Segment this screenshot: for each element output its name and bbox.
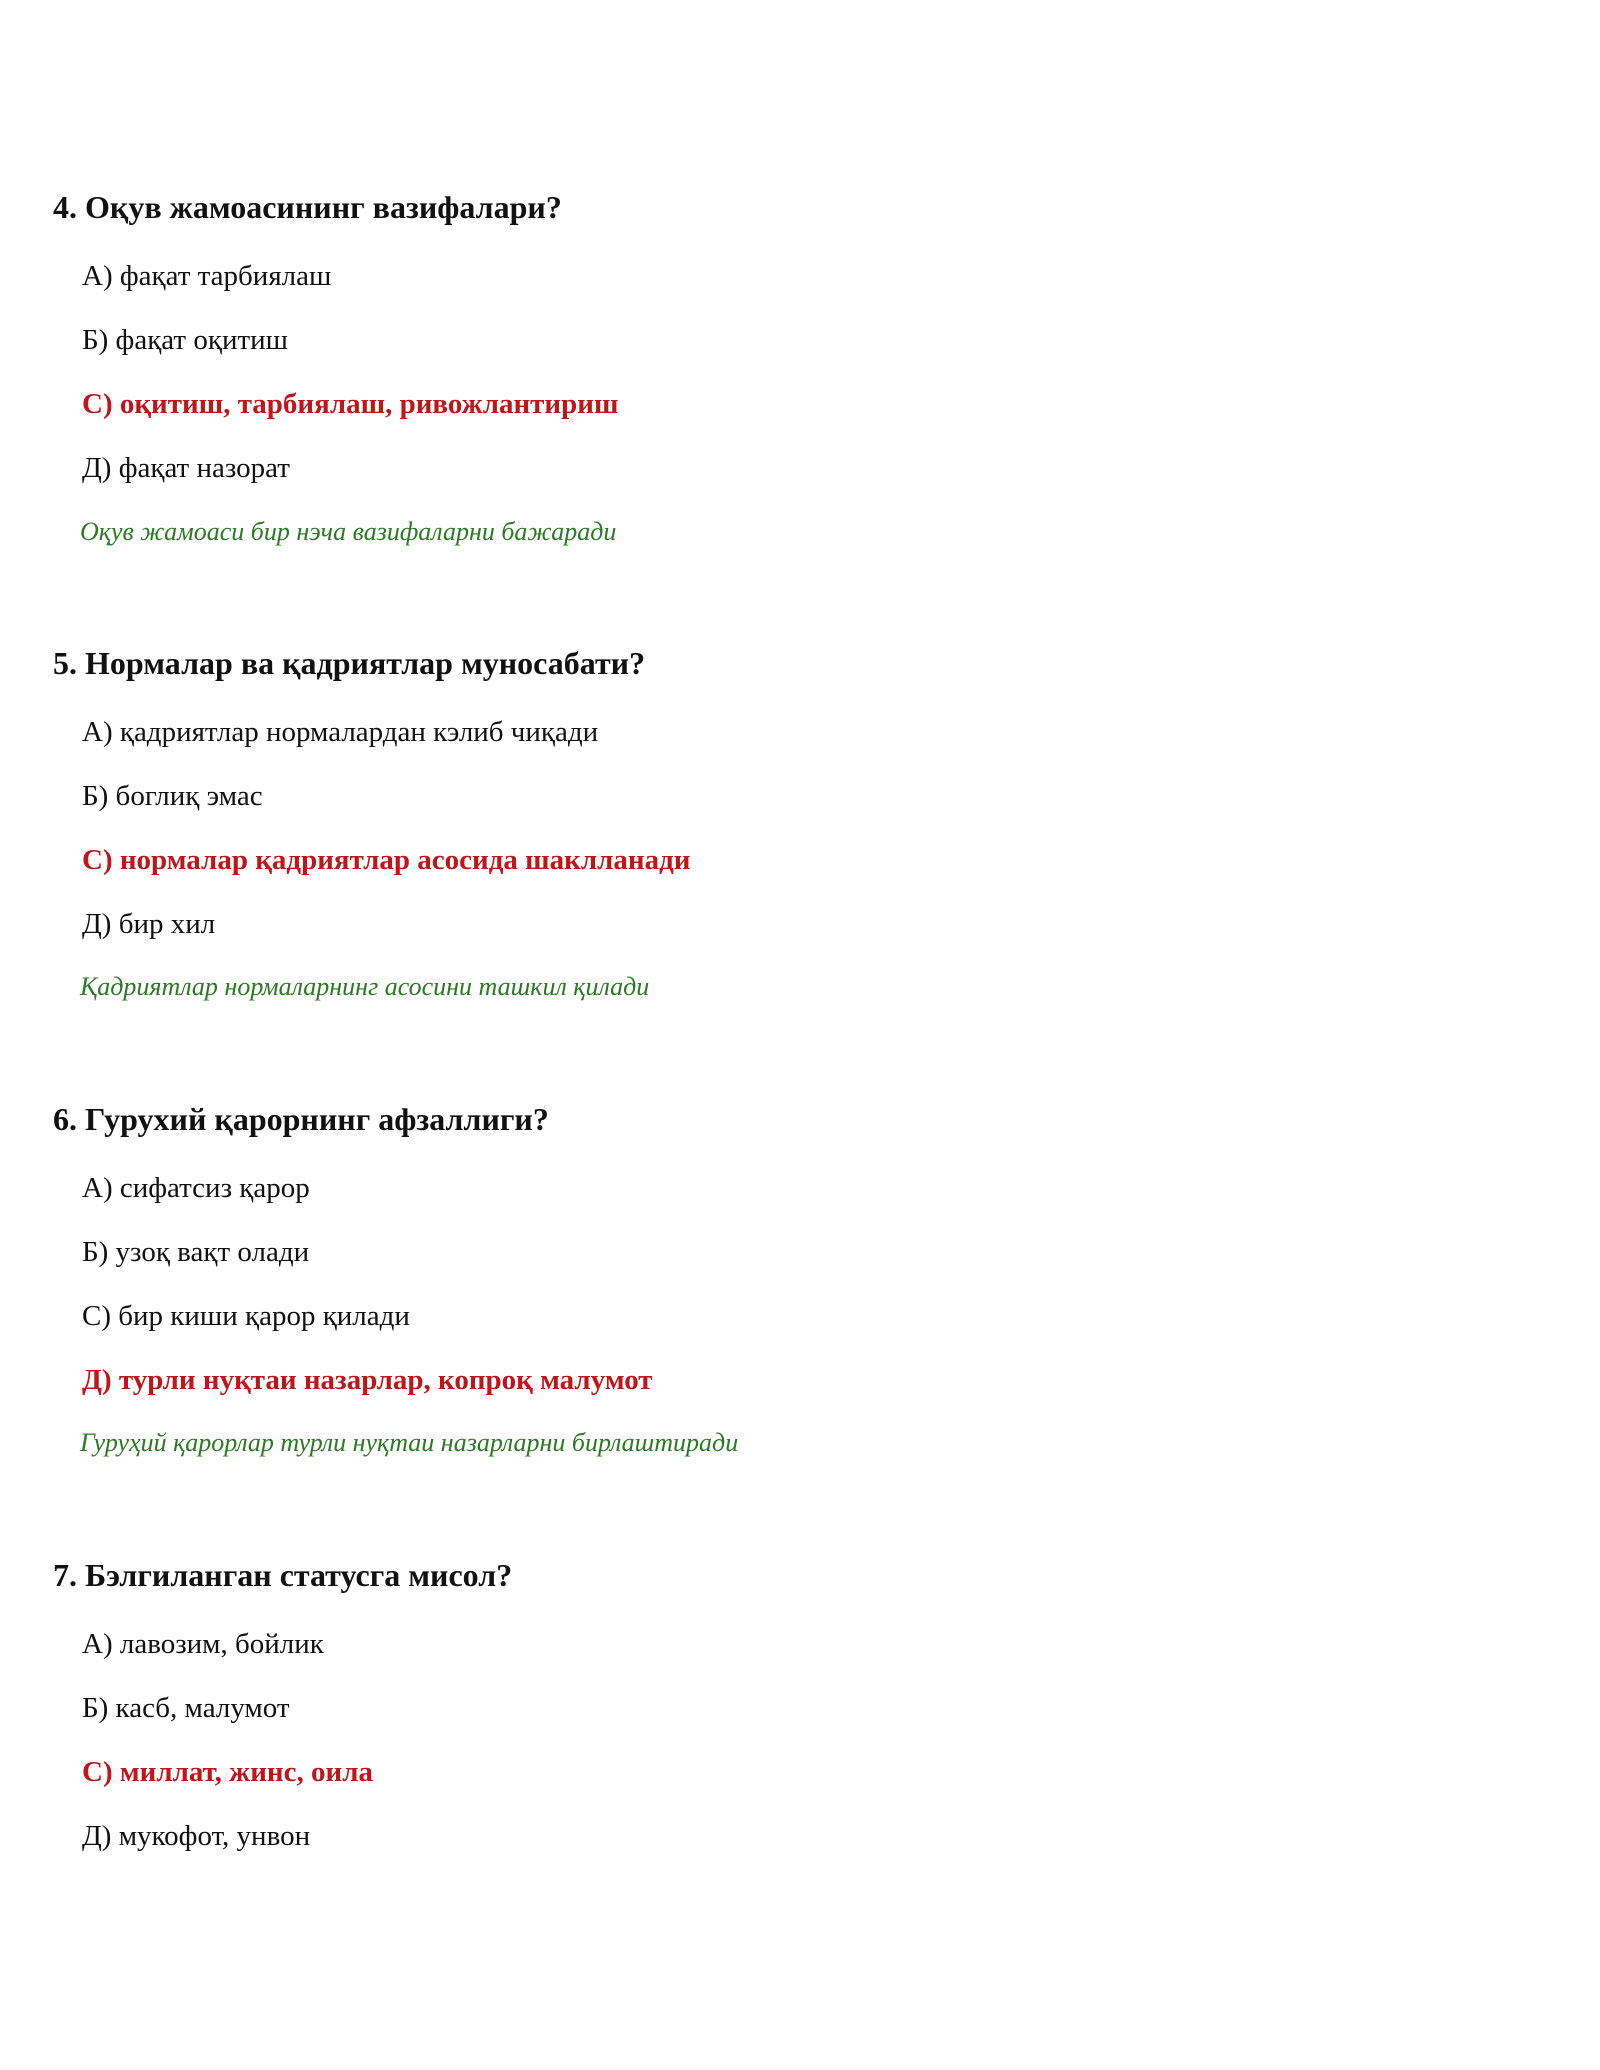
option-b: Б) боглиқ эмас bbox=[82, 780, 263, 812]
explanation: Гуруҳий қарорлар турли нуқтаи назарларни бирлаштиради bbox=[80, 1428, 739, 1457]
option-a: А) қадриятлар нормалардан кэлиб чиқади bbox=[82, 716, 599, 748]
option-a: А) лавозим, бойлик bbox=[82, 1628, 324, 1660]
option-c-correct: С) нормалар қадриятлар асосида шаклланади bbox=[82, 844, 691, 876]
option-b: Б) касб, малумот bbox=[82, 1692, 290, 1724]
question-title: 5. Нормалар ва қадриятлар муносабати? bbox=[53, 645, 646, 681]
question-title: 4. Оқув жамоасининг вазифалари? bbox=[53, 189, 562, 225]
explanation: Оқув жамоаси бир нэча вазифаларни бажаради bbox=[80, 517, 617, 546]
option-d: Д) мукофот, унвон bbox=[82, 1820, 311, 1852]
option-c-correct: С) миллат, жинс, оила bbox=[82, 1756, 373, 1788]
option-b: Б) фақат оқитиш bbox=[82, 324, 288, 356]
option-b: Б) узоқ вақт олади bbox=[82, 1236, 310, 1268]
option-d-correct: Д) турли нуқтаи назарлар, копроқ малумот bbox=[82, 1364, 653, 1396]
option-d: Д) бир хил bbox=[82, 908, 216, 940]
question-title: 7. Бэлгиланган статусга мисол? bbox=[53, 1557, 513, 1593]
option-d: Д) фақат назорат bbox=[82, 452, 290, 484]
option-a: А) фақат тарбиялаш bbox=[82, 260, 332, 292]
explanation: Қадриятлар нормаларнинг асосини ташкил қилади bbox=[80, 972, 650, 1001]
option-a: А) сифатсиз қарор bbox=[82, 1172, 310, 1204]
option-c-correct: С) оқитиш, тарбиялаш, ривожлантириш bbox=[82, 388, 619, 420]
option-c: С) бир киши қарор қилади bbox=[82, 1300, 410, 1332]
question-title: 6. Гурухий қарорнинг афзаллиги? bbox=[53, 1101, 549, 1137]
